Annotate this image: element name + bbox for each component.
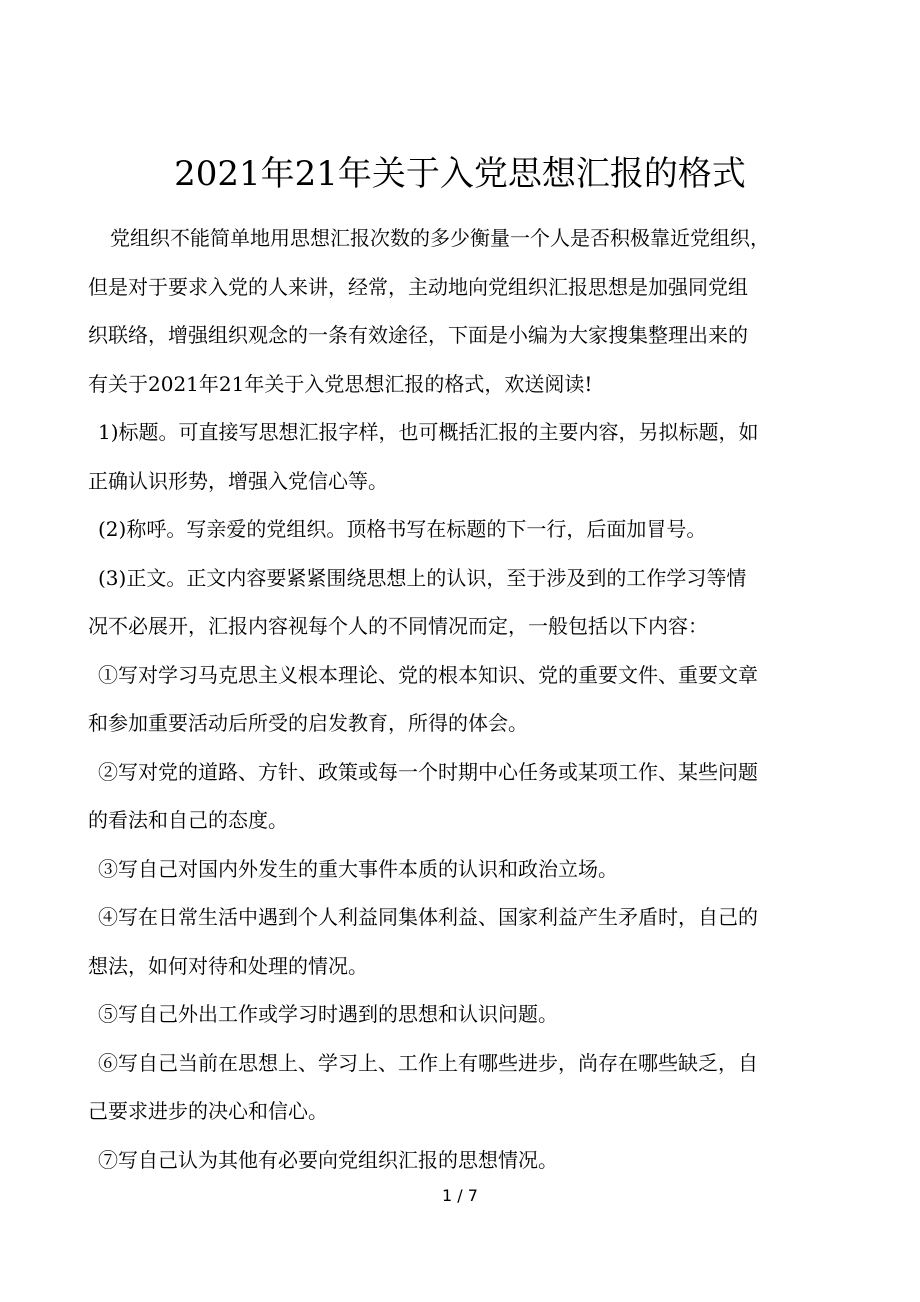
text-line: 有关于2021年21年关于入党思想汇报的格式，欢送阅读! [88,371,593,396]
text-line: 的看法和自己的态度。 [88,808,288,832]
subitem-4-paragraph [88,893,823,990]
text-line: 但是对于要求入党的人来讲，经常，主动地向党组织汇报思想是加强同党组 [88,274,748,299]
text-line: ②写对党的道路、方针、政策或每一个时期中心任务或某项工作、某些问题 [98,759,758,784]
text-line: (3)正文。正文内容要紧紧围绕思想上的认识，至于涉及到的工作学习等情 [98,565,747,590]
item-title-paragraph [88,408,823,505]
text-line: ⑦写自己认为其他有必要向党组织汇报的思想情况。 [98,1147,558,1172]
subitem-2-paragraph [88,748,823,845]
subitem-1-paragraph [88,651,823,748]
page-number: 1 / 7 [442,1186,478,1205]
text-line: 党组织不能简单地用思想汇报次数的多少衡量一个人是否积极靠近党组织， [110,226,770,250]
text-line: 织联络，增强组织观念的一条有效途径，下面是小编为大家搜集整理出来的 [88,323,748,347]
text-line: 况不必展开，汇报内容视每个人的不同情况而定，一般包括以下内容： [88,614,708,638]
text-line: 和参加重要活动后所受的启发教育，所得的体会。 [88,711,528,735]
subitem-7-paragraph [88,1136,823,1185]
text-line: ⑥写自己当前在思想上、学习上、工作上有哪些进步，尚存在哪些缺乏，自 [98,1050,758,1075]
subitem-5-paragraph [88,990,823,1039]
intro-paragraph [88,214,823,408]
subitem-6-paragraph [88,1039,823,1136]
item-body-paragraph [88,554,823,651]
text-line: 正确认识形势，增强入党信心等。 [88,468,388,493]
text-line: ①写对学习马克思主义根本理论、党的根本知识、党的重要文件、重要文章 [98,662,758,687]
text-line: ④写在日常生活中遇到个人利益同集体利益、国家利益产生矛盾时，自己的 [98,905,758,929]
text-line: 己要求进步的决心和信心。 [88,1099,328,1123]
subitem-3-paragraph [88,845,823,894]
text-line: 1)标题。可直接写思想汇报字样，也可概括汇报的主要内容，另拟标题，如 [98,420,759,444]
item-salutation-paragraph [88,505,823,554]
text-line: ⑤写自己外出工作或学习时遇到的思想和认识问题。 [98,1002,558,1026]
text-line: ③写自己对国内外发生的重大事件本质的认识和政治立场。 [98,856,618,881]
text-line: 想法，如何对待和处理的情况。 [88,953,368,978]
text-line: (2)称呼。写亲爱的党组织。顶格书写在标题的下一行，后面加冒号。 [98,517,707,541]
document-title: 2021年21年关于入党思想汇报的格式 [174,154,746,194]
document-body [88,214,823,1184]
